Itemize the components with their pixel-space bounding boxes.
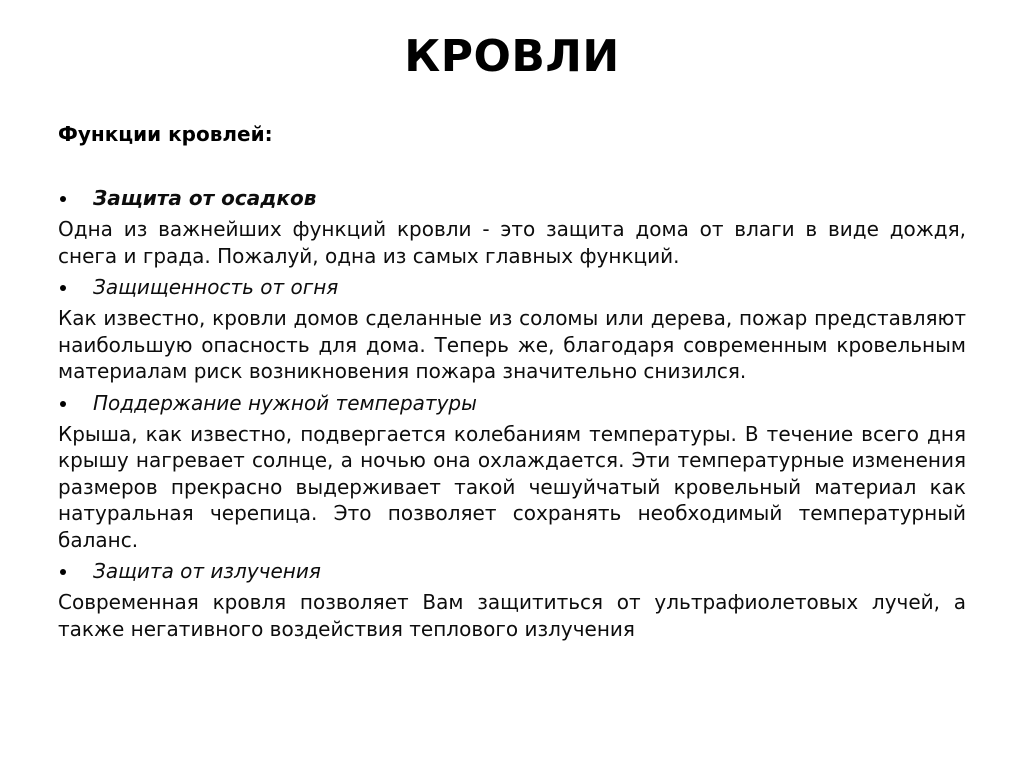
bullet-label: Поддержание нужной температуры — [93, 390, 477, 415]
bullet-dot-icon — [60, 196, 66, 202]
body-paragraph: Крыша, как известно, подвергается колебаниям температуры. В течение всего дня крышу нагревает солнце, а ночью она охлаждается. Эти температурные изменения размеров прекрасно выдерживает такой чешуйчатый кровельный материал как натуральная черепица. Это позволяет сохранять необходимый температурный баланс. — [58, 421, 966, 552]
body-paragraph: Одна из важнейших функций кровли - это защита дома от влаги в виде дождя, снега и града. Пожалуй, одна из самых главных функций. — [58, 217, 966, 268]
slide-content — [58, 121, 968, 649]
list-item — [58, 558, 968, 585]
section-subheading: Функции кровлей: — [58, 122, 273, 146]
body-paragraph: Как известно, кровли домов сделанные из соломы или дерева, пожар представляют наибольшую опасность для дома. Теперь же, благодаря современным кровельным материалам риск возникновения пожара значительно снизился. — [58, 306, 966, 383]
bullet-label: Защищенность от огня — [93, 275, 339, 299]
bullet-label: Защита от осадков — [93, 186, 317, 210]
list-item — [58, 185, 968, 212]
body-paragraph: Современная кровля позволяет Вам защититься от ультрафиолетовых лучей, а также негативного воздействия теплового излучения — [58, 590, 966, 641]
bullet-dot-icon — [60, 401, 66, 407]
list-item — [58, 390, 968, 417]
list-item — [58, 274, 968, 301]
bullet-label: Защита от излучения — [93, 559, 321, 583]
bullet-dot-icon — [60, 285, 66, 291]
bullet-dot-icon — [60, 569, 66, 575]
page-title: КРОВЛИ — [404, 31, 620, 82]
